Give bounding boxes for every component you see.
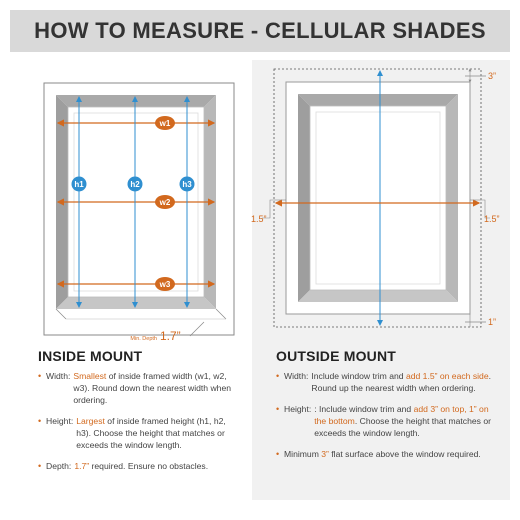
outside-window	[274, 69, 481, 327]
inside-height-key: Height:	[46, 416, 74, 426]
bullet-icon: •	[276, 371, 280, 381]
inside-mount-section	[38, 348, 238, 481]
outside-height-highlight: add 3” on top, 1” on the bottom	[314, 404, 489, 426]
bullet-icon: •	[38, 416, 42, 426]
inside-width-row	[38, 370, 238, 406]
frame-bottom	[56, 297, 216, 309]
outside-width-key: Width:	[284, 371, 309, 381]
top-ext-label: 3”	[488, 71, 497, 81]
outside-height-key: Height:	[284, 404, 312, 414]
min-depth-value: 1.7”	[160, 329, 181, 343]
w3-label: w3	[159, 280, 171, 289]
o-frame-bottom	[298, 290, 458, 302]
h1-label: h1	[74, 180, 84, 189]
o-frame-left	[298, 94, 310, 302]
outside-min-highlight: 3”	[321, 449, 329, 459]
inside-depth-highlight: 1.7”	[74, 461, 90, 471]
inside-width-key: Width:	[46, 371, 71, 381]
outside-height-text-a: : Include window trim and	[314, 404, 414, 414]
inside-depth-text: required. Ensure no obstacles.	[89, 461, 209, 471]
outside-mount-heading: OUTSIDE MOUNT	[276, 348, 397, 364]
inside-height-text: of inside framed height (h1, h2, h3). Choose the height that matches or exceeds the window length.	[76, 416, 226, 450]
outside-window-glass	[310, 106, 446, 290]
outside-height-desc	[314, 403, 500, 439]
w2-label: w2	[159, 198, 171, 207]
bullet-icon: •	[276, 449, 280, 459]
outside-width-text-a: Include window trim and	[311, 371, 406, 381]
page-title: HOW TO MEASURE - CELLULAR SHADES	[34, 18, 486, 43]
outside-height-row	[276, 403, 500, 439]
h2-label: h2	[130, 180, 140, 189]
outside-min-text-a: Minimum	[284, 449, 322, 459]
inside-width-text: of inside framed width (w1, w2, w3). Round down the nearest width when ordering.	[73, 371, 232, 405]
right-ext-label: 1.5”	[484, 214, 500, 224]
inside-height-desc	[76, 415, 238, 451]
inside-mount-heading: INSIDE MOUNT	[38, 348, 143, 364]
inside-depth-desc	[74, 460, 238, 472]
w1-label: w1	[159, 119, 171, 128]
min-depth-caption: Min. Depth	[130, 336, 157, 342]
bullet-icon: •	[38, 461, 42, 471]
inside-width-highlight: Smallest	[73, 371, 107, 381]
outside-height-text-b: . Choose the height that matches or exceeds the window length.	[314, 416, 491, 438]
bullet-icon: •	[276, 404, 280, 414]
outside-width-row	[276, 370, 500, 394]
outside-mount-section	[276, 348, 500, 469]
inside-depth-key: Depth:	[46, 461, 72, 471]
h3-label: h3	[182, 180, 192, 189]
bullet-icon: •	[38, 371, 42, 381]
outside-width-highlight: add 1.5” on each side	[405, 371, 489, 381]
bottom-ext-label: 1”	[488, 317, 497, 327]
inside-height-row	[38, 415, 238, 451]
o-frame-top	[298, 94, 458, 106]
inside-window	[44, 83, 234, 335]
outside-minimum-desc	[284, 448, 500, 460]
inside-height-highlight: Largest	[76, 416, 105, 426]
frame-top	[56, 95, 216, 107]
inside-depth-row	[38, 460, 238, 472]
outside-min-text-b: flat surface above the window required.	[328, 449, 481, 459]
outside-width-text-b: . Round up the nearest width when ordering.	[311, 371, 491, 393]
left-ext-label: 1.5”	[251, 214, 267, 224]
o-frame-right	[446, 94, 458, 302]
inside-width-desc	[73, 370, 238, 406]
outside-minimum-row	[276, 448, 500, 460]
outside-width-desc	[311, 370, 500, 394]
